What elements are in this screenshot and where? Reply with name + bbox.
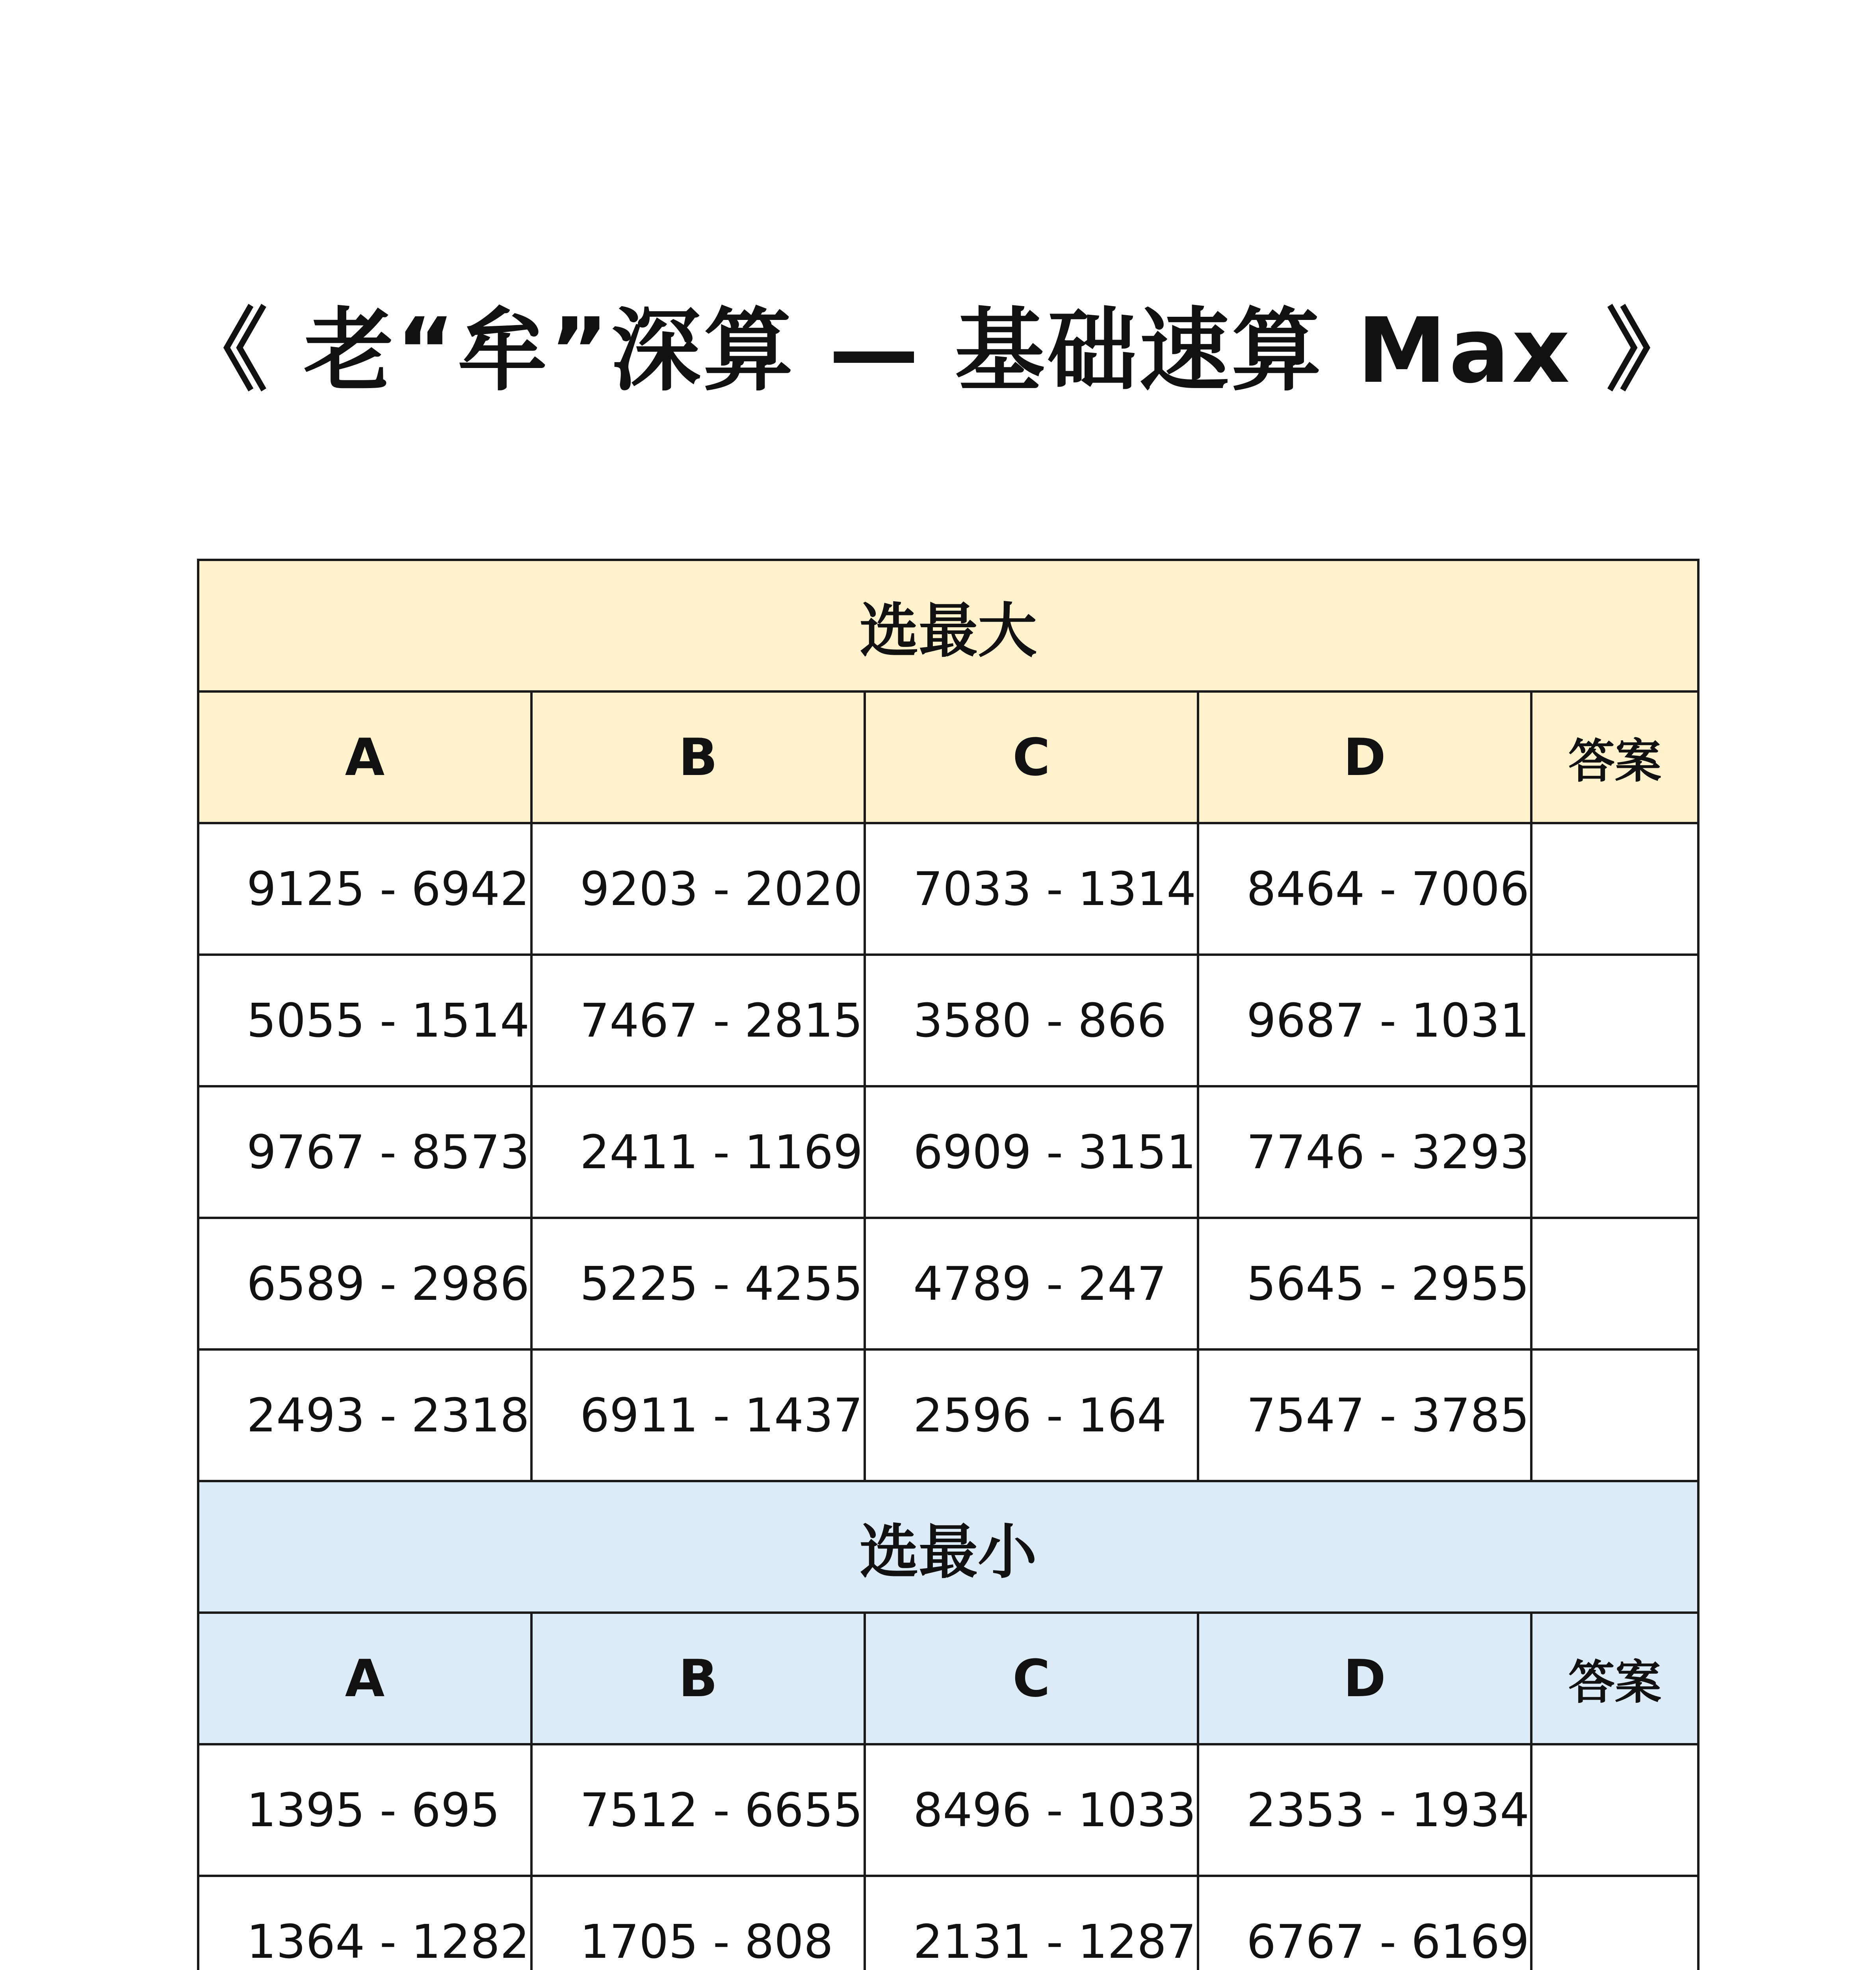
answer-cell[interactable] xyxy=(1531,955,1698,1086)
expression-cell: 2411 - 1169 xyxy=(531,1086,865,1218)
expression-cell: 9687 - 1031 xyxy=(1198,955,1531,1086)
expression-cell: 7547 - 3785 xyxy=(1198,1349,1531,1481)
expression-cell: 1705 - 808 xyxy=(531,1876,865,1970)
answer-cell[interactable] xyxy=(1531,823,1698,955)
column-header-a: A xyxy=(198,691,531,823)
column-header-b: B xyxy=(531,691,865,823)
problem-row xyxy=(198,1744,1698,1876)
column-header-d: D xyxy=(1198,691,1531,823)
answer-cell[interactable] xyxy=(1531,1218,1698,1349)
answer-cell[interactable] xyxy=(1531,1086,1698,1218)
problem-row xyxy=(198,1876,1698,1970)
column-header-c: C xyxy=(865,691,1198,823)
expression-cell: 2353 - 1934 xyxy=(1198,1744,1531,1876)
column-header-c: C xyxy=(865,1613,1198,1744)
column-header-row xyxy=(198,691,1698,823)
expression-cell: 2596 - 164 xyxy=(865,1349,1198,1481)
answer-cell[interactable] xyxy=(1531,1349,1698,1481)
column-header-a: A xyxy=(198,1613,531,1744)
expression-cell: 8496 - 1033 xyxy=(865,1744,1198,1876)
expression-cell: 1364 - 1282 xyxy=(198,1876,531,1970)
expression-cell: 7467 - 2815 xyxy=(531,955,865,1086)
worksheet-table xyxy=(197,559,1700,1970)
column-header-answer: 答案 xyxy=(1531,1613,1698,1744)
section-max xyxy=(198,560,1698,1481)
column-header-d: D xyxy=(1198,1613,1531,1744)
problem-row xyxy=(198,823,1698,955)
expression-cell: 7512 - 6655 xyxy=(531,1744,865,1876)
expression-cell: 7746 - 3293 xyxy=(1198,1086,1531,1218)
problem-row xyxy=(198,955,1698,1086)
expression-cell: 6909 - 3151 xyxy=(865,1086,1198,1218)
problem-row xyxy=(198,1218,1698,1349)
expression-cell: 4789 - 247 xyxy=(865,1218,1198,1349)
expression-cell: 2131 - 1287 xyxy=(865,1876,1198,1970)
page-title: 《 老“牟”深算 — 基础速算 Max 》 xyxy=(178,298,1698,403)
expression-cell: 9767 - 8573 xyxy=(198,1086,531,1218)
expression-cell: 6767 - 6169 xyxy=(1198,1876,1531,1970)
expression-cell: 3580 - 866 xyxy=(865,955,1198,1086)
column-header-answer: 答案 xyxy=(1531,691,1698,823)
problem-row xyxy=(198,1086,1698,1218)
problem-row xyxy=(198,1349,1698,1481)
expression-cell: 8464 - 7006 xyxy=(1198,823,1531,955)
expression-cell: 5225 - 4255 xyxy=(531,1218,865,1349)
section-min xyxy=(198,1481,1698,1970)
expression-cell: 5645 - 2955 xyxy=(1198,1218,1531,1349)
expression-cell: 7033 - 1314 xyxy=(865,823,1198,955)
expression-cell: 6911 - 1437 xyxy=(531,1349,865,1481)
expression-cell: 1395 - 695 xyxy=(198,1744,531,1876)
answer-cell[interactable] xyxy=(1531,1876,1698,1970)
expression-cell: 9203 - 2020 xyxy=(531,823,865,955)
answer-cell[interactable] xyxy=(1531,1744,1698,1876)
expression-cell: 9125 - 6942 xyxy=(198,823,531,955)
column-header-row xyxy=(198,1613,1698,1744)
expression-cell: 2493 - 2318 xyxy=(198,1349,531,1481)
expression-cell: 5055 - 1514 xyxy=(198,955,531,1086)
section-heading: 选最小 xyxy=(198,1481,1698,1613)
expression-cell: 6589 - 2986 xyxy=(198,1218,531,1349)
column-header-b: B xyxy=(531,1613,865,1744)
section-heading: 选最大 xyxy=(198,560,1698,691)
